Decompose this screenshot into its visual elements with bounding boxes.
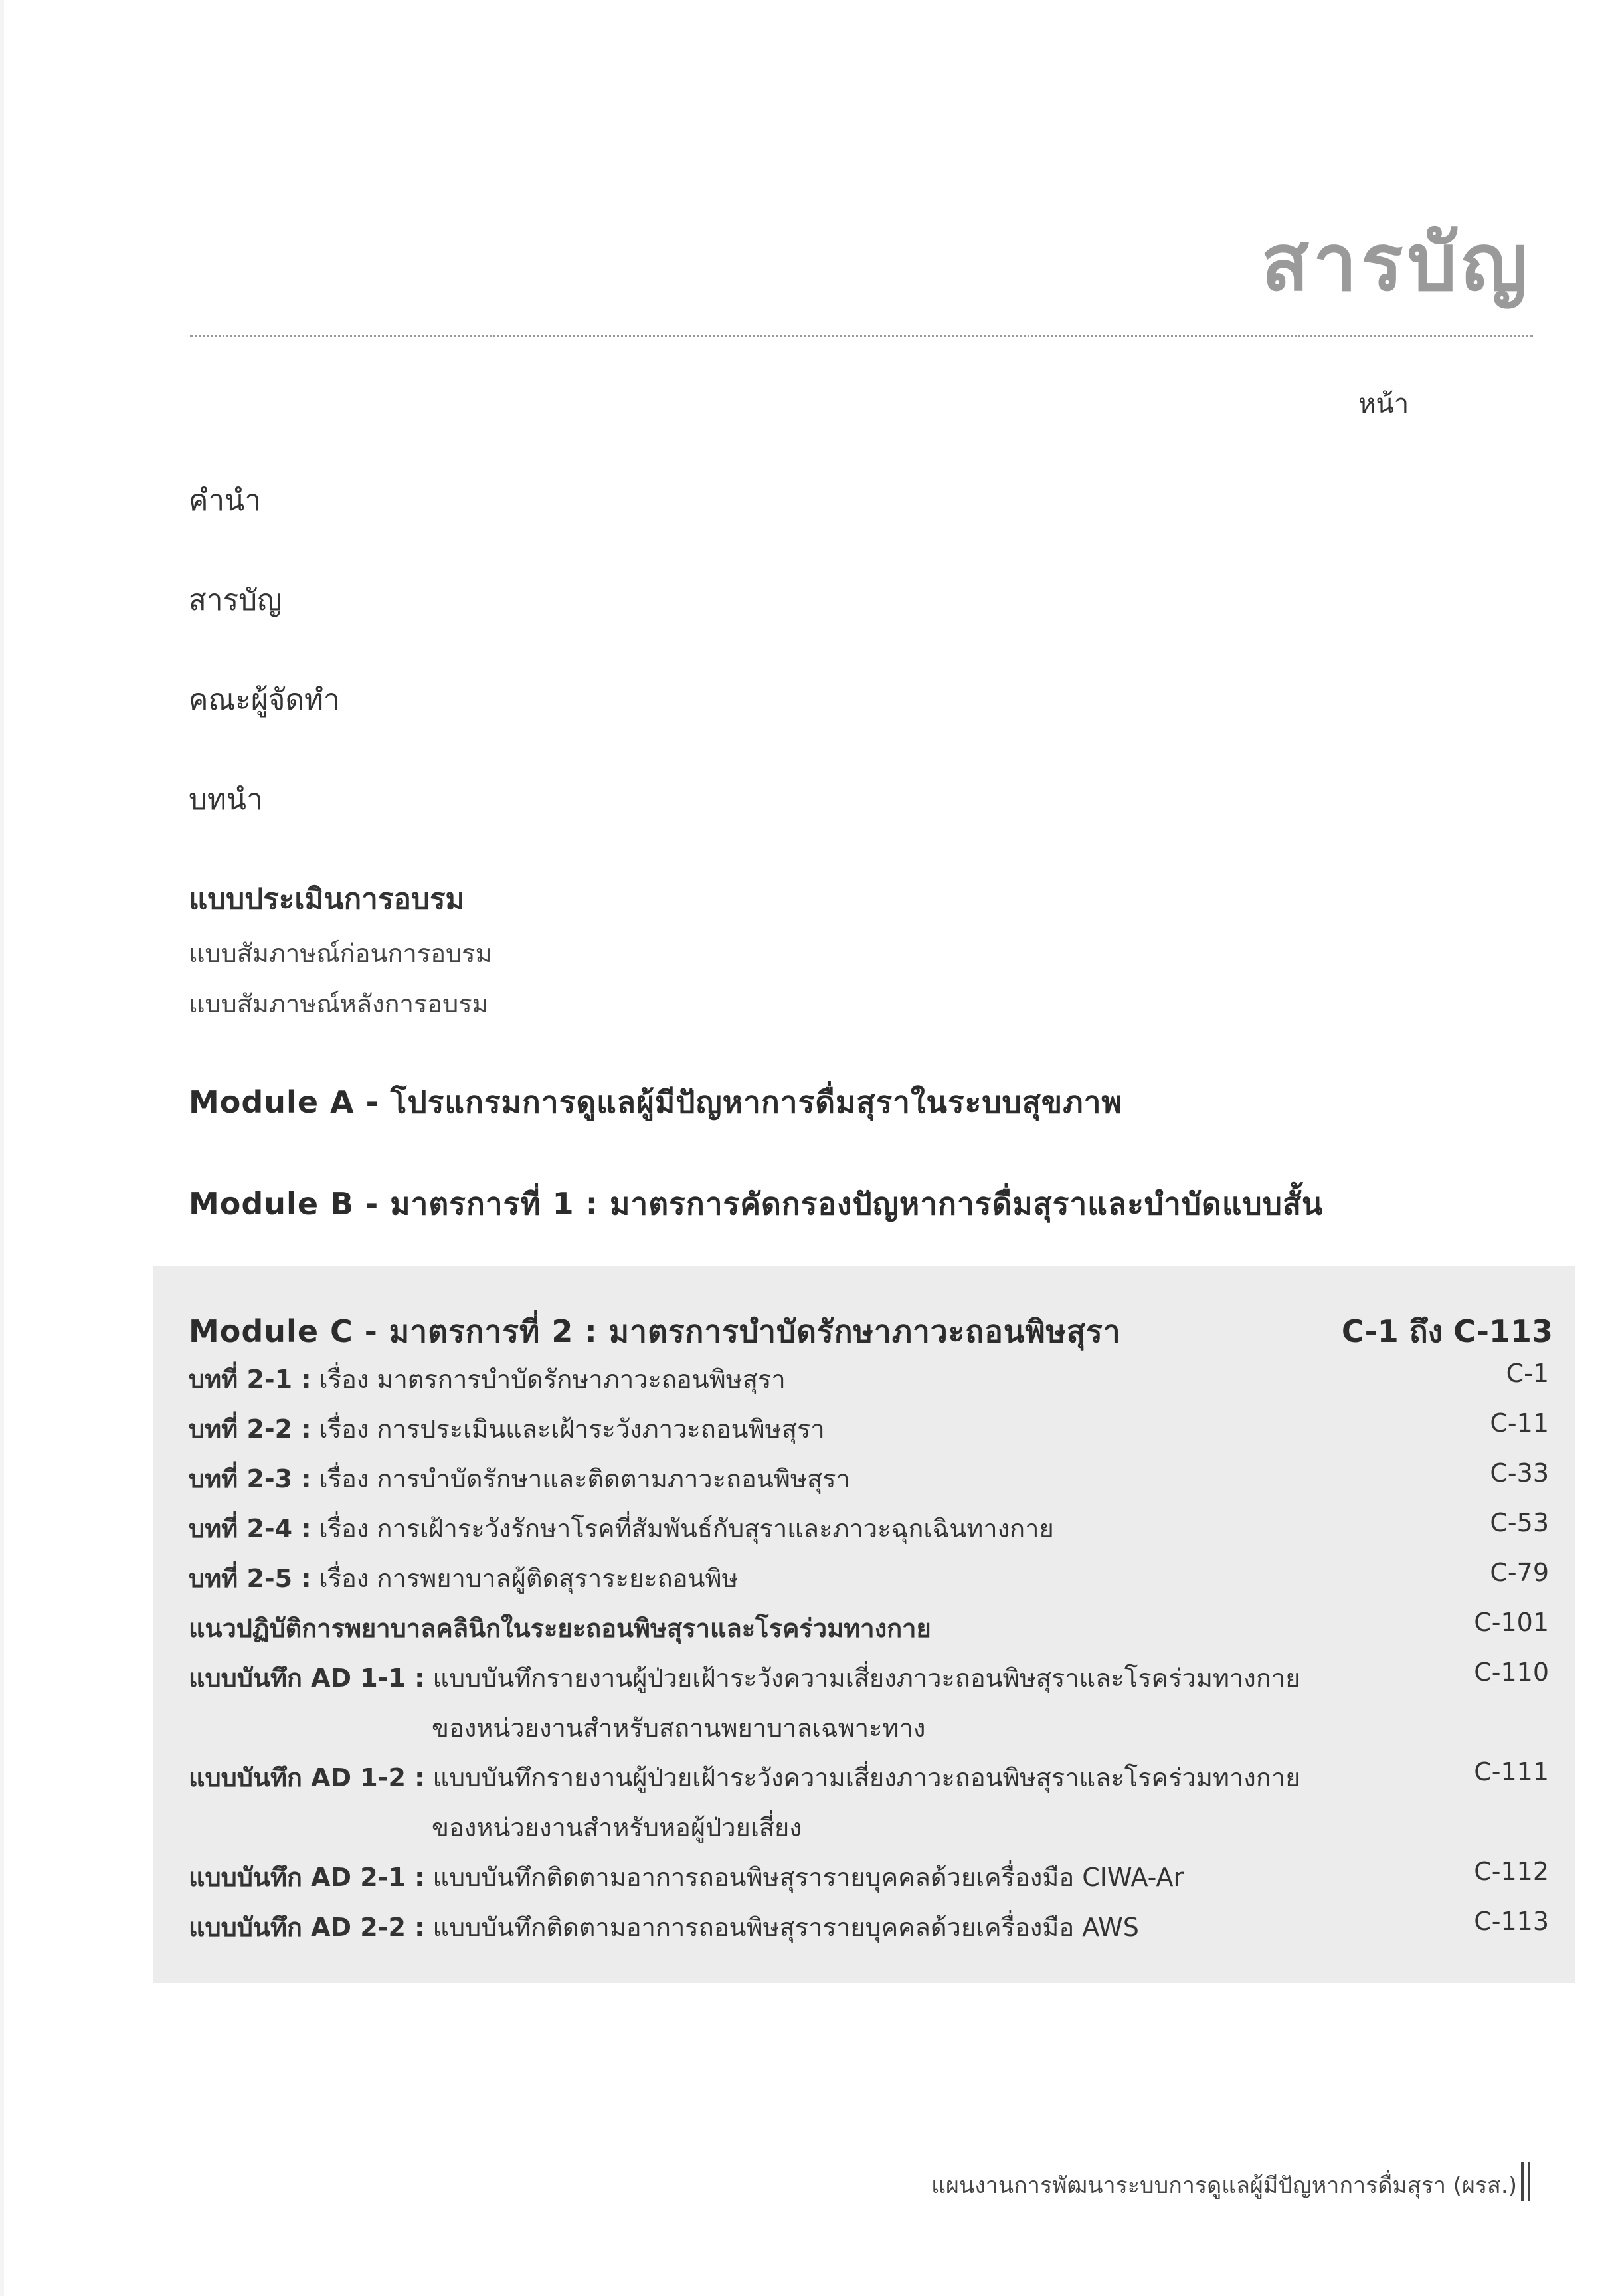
row-prefix: แบบบันทึก AD 2-1 : <box>189 1863 425 1892</box>
toc-row[interactable] <box>189 1658 1300 1698</box>
footer-marker <box>1521 2162 1530 2201</box>
row-text: แบบบันทึกรายงานผู้ป่วยเฝ้าระวังความเสี่ยงภาวะถอนพิษสุราและโรคร่วมทางกาย <box>432 1664 1300 1693</box>
row-text: เรื่อง การบำบัดรักษาและติดตามภาวะถอนพิษสุรา <box>319 1464 850 1493</box>
row-text: เรื่อง การเฝ้าระวังรักษาโรคที่สัมพันธ์กับสุราและภาวะฉุกเฉินทางกาย <box>319 1514 1054 1543</box>
toc-entry-foreword[interactable]: คำนำ <box>189 484 261 518</box>
toc-row[interactable] <box>189 1458 850 1499</box>
row-page: C-1 <box>1506 1359 1549 1388</box>
toc-row[interactable] <box>189 1757 1300 1798</box>
row-text: แบบบันทึกติดตามอาการถอนพิษสุรารายบุคคลด้วยเครื่องมือ AWS <box>432 1913 1139 1942</box>
toc-entry-contents[interactable]: สารบัญ <box>189 583 282 617</box>
row-page: C-53 <box>1490 1508 1549 1537</box>
row-page: C-11 <box>1490 1408 1549 1438</box>
scan-edge <box>0 0 4 2296</box>
toc-module-a[interactable]: Module A - โปรแกรมการดูแลผู้มีปัญหาการดื่มสุราในระบบสุขภาพ <box>189 1084 1122 1120</box>
page-footer: แผนงานการพัฒนาระบบการดูแลผู้มีปัญหาการดื่มสุรา (ผรส.) <box>931 2172 1517 2199</box>
toc-row[interactable] <box>189 1408 825 1449</box>
row-prefix: บทที่ 2-1 : <box>189 1365 312 1394</box>
row-text-continuation: ของหน่วยงานสำหรับหอผู้ป่วยเสี่ยง <box>432 1813 802 1842</box>
toc-row[interactable] <box>189 1857 1184 1897</box>
title-dotted-rule <box>190 335 1533 337</box>
row-page: C-79 <box>1490 1558 1549 1587</box>
module-c-page-range: C-1 ถึง C-113 <box>1341 1313 1553 1349</box>
toc-module-b[interactable]: Module B - มาตรการที่ 1 : มาตรการคัดกรองปัญหาการดื่มสุราและบำบัดแบบสั้น <box>189 1186 1324 1222</box>
row-prefix: แบบบันทึก AD 1-1 : <box>189 1664 425 1693</box>
row-page: C-111 <box>1474 1757 1549 1786</box>
toc-entry-introduction[interactable]: บทนำ <box>189 783 263 816</box>
toc-row[interactable] <box>189 1558 739 1598</box>
toc-row[interactable] <box>189 1608 931 1648</box>
row-page: C-113 <box>1474 1907 1549 1936</box>
toc-subentry-pre-interview[interactable]: แบบสัมภาษณ์ก่อนการอบรม <box>189 939 492 968</box>
toc-row[interactable] <box>189 1508 1054 1549</box>
row-prefix: แบบบันทึก AD 1-2 : <box>189 1763 425 1792</box>
row-prefix: แนวปฏิบัติการพยาบาลคลินิกในระยะถอนพิษสุราและโรคร่วมทางกาย <box>189 1614 931 1643</box>
row-text: แบบบันทึกรายงานผู้ป่วยเฝ้าระวังความเสี่ยงภาวะถอนพิษสุราและโรคร่วมทางกาย <box>432 1763 1300 1792</box>
row-text: เรื่อง มาตรการบำบัดรักษาภาวะถอนพิษสุรา <box>319 1365 786 1394</box>
toc-row[interactable] <box>189 1359 786 1399</box>
toc-module-c[interactable]: Module C - มาตรการที่ 2 : มาตรการบำบัดรักษาภาวะถอนพิษสุรา <box>189 1313 1121 1349</box>
row-prefix: บทที่ 2-2 : <box>189 1414 312 1444</box>
row-page: C-33 <box>1490 1458 1549 1487</box>
row-text: เรื่อง การพยาบาลผู้ติดสุราระยะถอนพิษ <box>319 1564 739 1593</box>
row-page: C-110 <box>1474 1658 1549 1687</box>
page-column-label: หน้า <box>1358 389 1409 419</box>
toc-entry-authors[interactable]: คณะผู้จัดทำ <box>189 683 340 717</box>
row-page: C-112 <box>1474 1857 1549 1886</box>
row-page: C-101 <box>1474 1608 1549 1637</box>
toc-subentry-post-interview[interactable]: แบบสัมภาษณ์หลังการอบรม <box>189 989 489 1018</box>
toc-row[interactable] <box>189 1907 1139 1947</box>
page-title: สารบัญ <box>1261 217 1532 308</box>
toc-entry-evaluation[interactable]: แบบประเมินการอบรม <box>189 882 465 916</box>
row-text: แบบบันทึกติดตามอาการถอนพิษสุรารายบุคคลด้วยเครื่องมือ CIWA-Ar <box>432 1863 1184 1892</box>
row-prefix: บทที่ 2-5 : <box>189 1564 312 1593</box>
row-prefix: บทที่ 2-3 : <box>189 1464 312 1493</box>
row-prefix: แบบบันทึก AD 2-2 : <box>189 1913 425 1942</box>
row-prefix: บทที่ 2-4 : <box>189 1514 312 1543</box>
row-text: เรื่อง การประเมินและเฝ้าระวังภาวะถอนพิษสุรา <box>319 1414 825 1444</box>
row-text-continuation: ของหน่วยงานสำหรับสถานพยาบาลเฉพาะทาง <box>432 1713 926 1743</box>
